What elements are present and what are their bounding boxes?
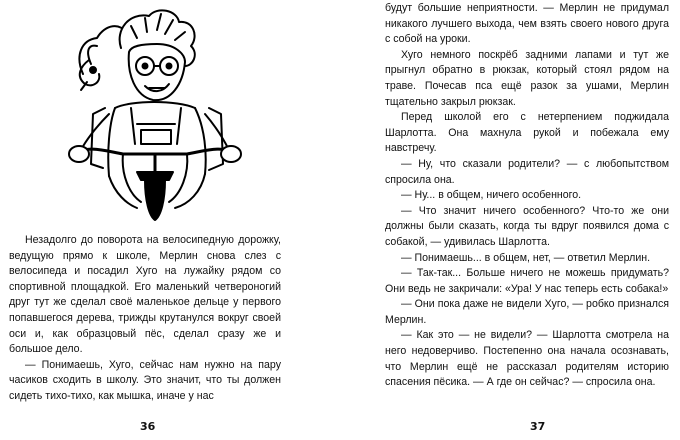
paragraph: — Как это — не видели? — Шарлотта смотрела на него недоверчиво. Постепенно она начала осознавать, что Мерлин ещё не рассказал родителям историю спасения пёсика. — А где он сейчас? — спросила она. bbox=[385, 329, 669, 389]
paragraph: — Понимаешь, Хуго, сейчас нам нужно на пару часиков сходить в школу. Это значит, что ты должен сидеть тихо-тихо, как мышка, иначе у нас bbox=[9, 358, 281, 402]
boy-on-bicycle-illustration bbox=[45, 4, 245, 222]
page-number: 36 bbox=[140, 420, 156, 433]
paragraph: — Ну... в общем, ничего особенного. bbox=[401, 189, 582, 202]
page-number: 37 bbox=[530, 420, 546, 433]
paragraph: — Так-так... Больше ничего не можешь придумать? Они ведь не закричали: «Ура! У нас теперь есть собака!» bbox=[385, 267, 669, 295]
right-page-text bbox=[385, 1, 669, 391]
paragraph: — Ну, что сказали родители? — с любопытством спросила она. bbox=[385, 157, 669, 186]
paragraph: — Они пока даже не видели Хуго, — робко признался Мерлин. bbox=[385, 298, 669, 326]
right-page bbox=[340, 0, 680, 440]
paragraph: Хуго немного поскрёб задними лапами и тут же прыгнул обратно в рюкзак, который стоял рядом на траве. Почесав пса ещё разок за ушами, Мерлин тщательно закрыл рюкзак. bbox=[385, 48, 669, 108]
paragraph: Незадолго до поворота на велосипедную дорожку, ведущую прямо к школе, Мерлин снова слез с велосипеда и посадил Хуго на лужайку рядом со спортивной площадкой. Его маленький четвероногий друг тут же сделал своё маленькое дельце у первого попавшегося дерева, трижды крутанулся вокруг своей оси и, как образцовый пёс, сделал сразу же и большое дело. bbox=[9, 234, 281, 356]
paragraph: — Что значит ничего особенного? Что-то же они должны были сказать, когда ты вдруг появился дома с собакой, — удивилась Шарлотта. bbox=[385, 204, 669, 248]
paragraph: Перед школой его с нетерпением поджидала Шарлотта. Она махнула рукой и побежала ему навстречу. bbox=[385, 111, 669, 155]
left-page-text bbox=[9, 233, 281, 405]
paragraph: — Понимаешь... в общем, нет, — ответил Мерлин. bbox=[401, 251, 651, 264]
paragraph: будут большие неприятности. — Мерлин не придумал никакого лучшего выхода, чем взять своего нового друга с собой на уроки. bbox=[385, 2, 669, 46]
